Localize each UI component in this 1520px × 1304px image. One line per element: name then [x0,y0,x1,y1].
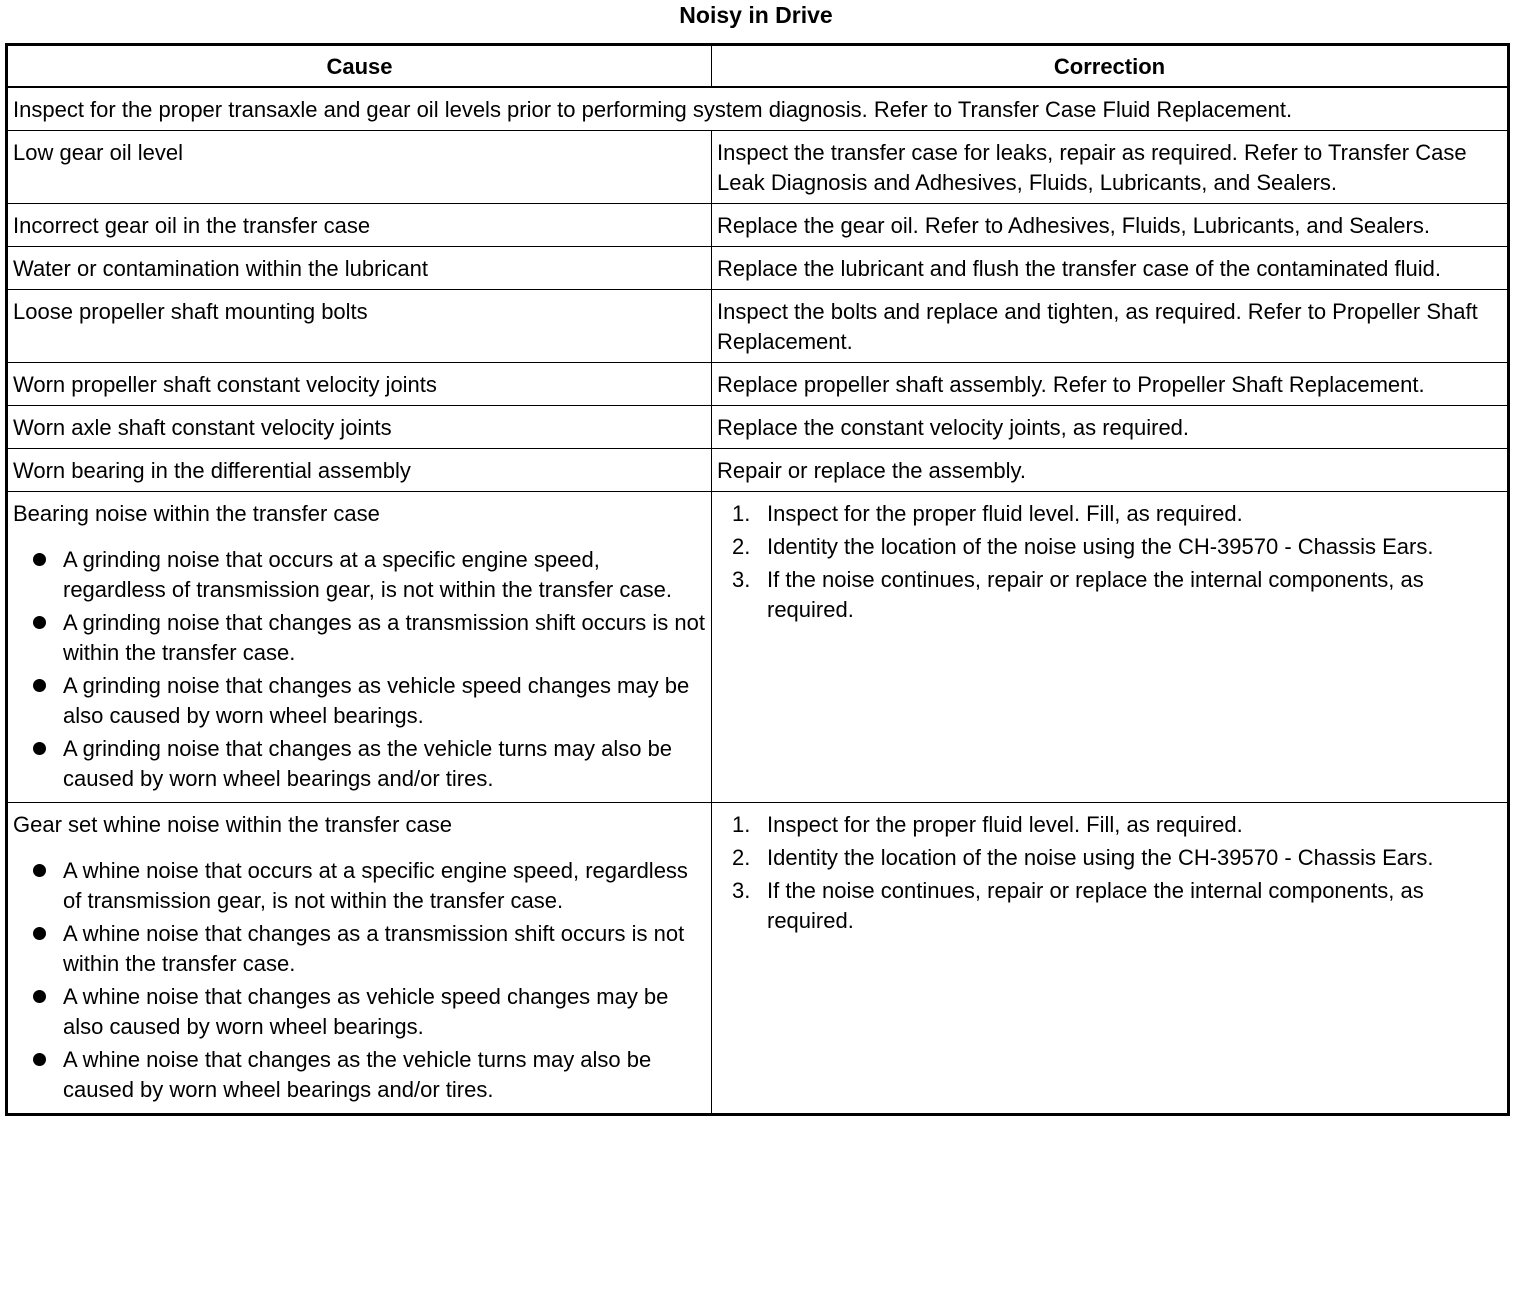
correction-cell [712,492,1509,803]
table-row [7,290,1509,363]
bullet-item: A grinding noise that changes as a transmission shift occurs is not within the transfer case. [13,608,706,668]
correction-cell: Replace propeller shaft assembly. Refer to Propeller Shaft Replacement. [712,363,1509,406]
step-number: 1. [732,812,751,837]
cause-cell: Low gear oil level [7,131,712,204]
correction-cell: Replace the constant velocity joints, as required. [712,406,1509,449]
cause-cell: Worn bearing in the differential assembly [7,449,712,492]
cause-cell [7,803,712,1115]
correction-cell: Replace the lubricant and flush the transfer case of the contaminated fluid. [712,247,1509,290]
step-list [717,499,1502,625]
step-number: 1. [732,501,751,526]
diagnosis-table [5,43,1510,1116]
step-text: Inspect for the proper fluid level. Fill, as required. [767,501,1243,526]
step-item [717,843,1502,873]
cause-cell: Water or contamination within the lubricant [7,247,712,290]
bullet-item: A whine noise that changes as a transmission shift occurs is not within the transfer case. [13,919,706,979]
step-number: 3. [732,878,751,903]
table-row [7,204,1509,247]
step-text: Identity the location of the noise using the CH-39570 - Chassis Ears. [767,845,1434,870]
correction-cell: Inspect the transfer case for leaks, repair as required. Refer to Transfer Case Leak Diagnosis and Adhesives, Fluids, Lubricants, and Sealers. [712,131,1509,204]
bullet-item: A whine noise that occurs at a specific engine speed, regardless of transmission gear, is not within the transfer case. [13,856,706,916]
cause-heading: Bearing noise within the transfer case [13,501,380,526]
correction-cell: Inspect the bolts and replace and tighten, as required. Refer to Propeller Shaft Replacement. [712,290,1509,363]
bullet-item: A grinding noise that changes as vehicle speed changes may be also caused by worn wheel bearings. [13,671,706,731]
table-row [7,131,1509,204]
cause-header: Cause [7,45,712,88]
bullet-list [13,545,706,794]
note-row [7,87,1509,131]
correction-cell: Replace the gear oil. Refer to Adhesives, Fluids, Lubricants, and Sealers. [712,204,1509,247]
cause-heading: Gear set whine noise within the transfer case [13,812,453,837]
table-header-row [7,45,1509,88]
step-text: If the noise continues, repair or replace the internal components, as required. [767,567,1424,622]
note-cell: Inspect for the proper transaxle and gear oil levels prior to performing system diagnosis. Refer to Transfer Case Fluid Replacement. [7,87,1509,131]
table-row [7,449,1509,492]
table-row [7,363,1509,406]
bullet-list [13,856,706,1105]
step-item [717,565,1502,625]
bullet-item: A whine noise that changes as vehicle speed changes may be also caused by worn wheel bearings. [13,982,706,1042]
cause-cell [7,492,712,803]
table-row-bearing-noise [7,492,1509,803]
step-list [717,810,1502,936]
step-text: If the noise continues, repair or replace the internal components, as required. [767,878,1424,933]
table-row [7,406,1509,449]
table-row-gear-whine [7,803,1509,1115]
step-item [717,499,1502,529]
bullet-item: A grinding noise that changes as the vehicle turns may also be caused by worn wheel bearings and/or tires. [13,734,706,794]
correction-cell [712,803,1509,1115]
page-title: Noisy in Drive [679,2,833,28]
table-row [7,247,1509,290]
bullet-item: A grinding noise that occurs at a specific engine speed, regardless of transmission gear, is not within the transfer case. [13,545,706,605]
correction-cell: Repair or replace the assembly. [712,449,1509,492]
step-number: 2. [732,845,751,870]
step-item [717,810,1502,840]
step-number: 2. [732,534,751,559]
step-item [717,532,1502,562]
cause-cell: Worn propeller shaft constant velocity joints [7,363,712,406]
cause-cell: Loose propeller shaft mounting bolts [7,290,712,363]
bullet-item: A whine noise that changes as the vehicle turns may also be caused by worn wheel bearings and/or tires. [13,1045,706,1105]
cause-cell: Incorrect gear oil in the transfer case [7,204,712,247]
step-text: Identity the location of the noise using the CH-39570 - Chassis Ears. [767,534,1434,559]
step-number: 3. [732,567,751,592]
step-item [717,876,1502,936]
cause-cell: Worn axle shaft constant velocity joints [7,406,712,449]
correction-header: Correction [712,45,1509,88]
step-text: Inspect for the proper fluid level. Fill, as required. [767,812,1243,837]
